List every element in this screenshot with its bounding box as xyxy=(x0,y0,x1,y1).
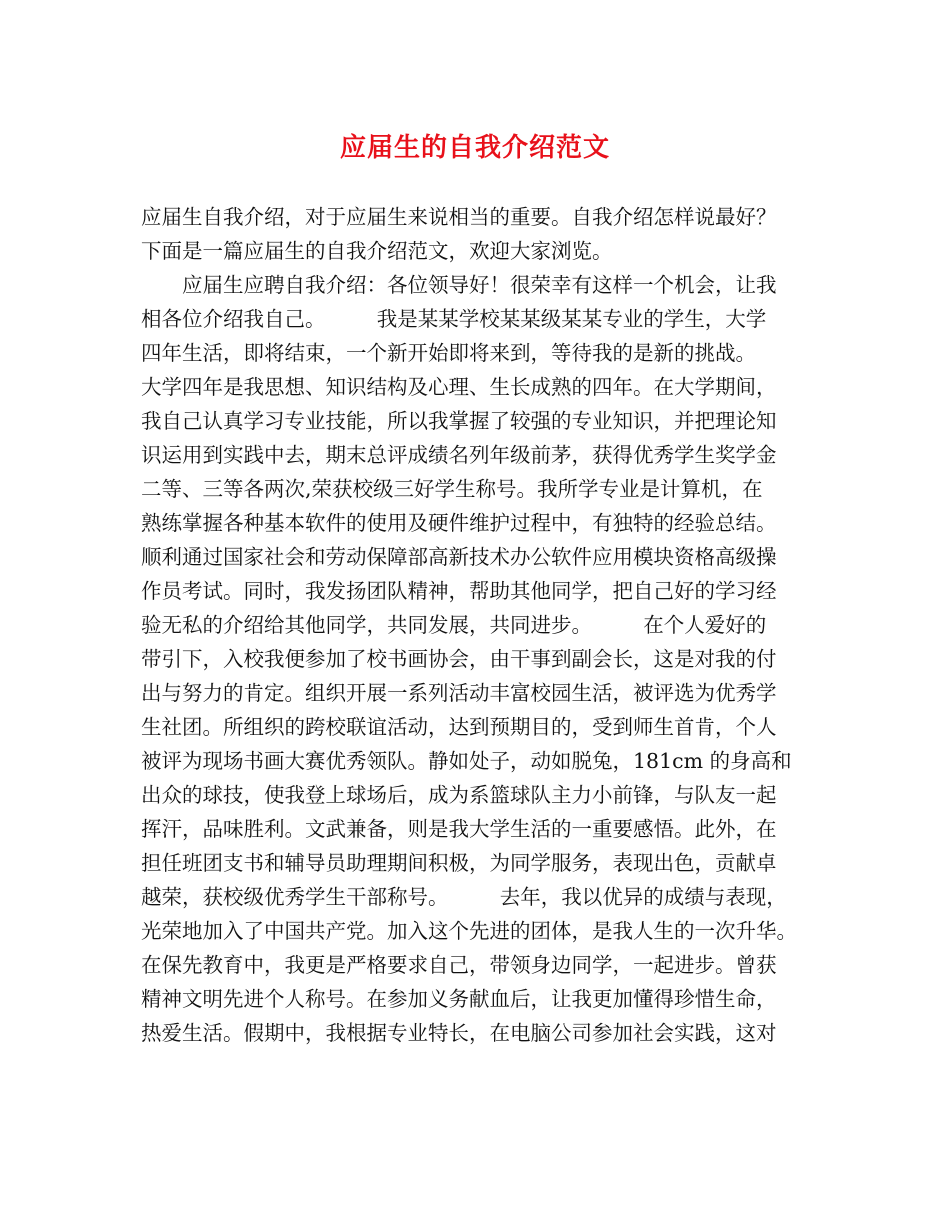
body-line: 光荣地加入了中国共产党。加入这个先进的团体，是我人生的一次升华。 xyxy=(141,919,797,943)
body-line: 生社团。所组织的跨校联谊活动，达到预期目的，受到师生首肯，个人 xyxy=(141,715,777,739)
body-line: 带引下，入校我便参加了校书画协会，由干事到副会长，这是对我的付 xyxy=(141,647,777,671)
body-line: 热爱生活。假期中，我根据专业特长，在电脑公司参加社会实践，这对 xyxy=(141,1021,777,1045)
body-line: 在保先教育中，我更是严格要求自己，带领身边同学，一起进步。曾获 xyxy=(141,953,777,977)
body-line: 顺利通过国家社会和劳动保障部高新技术办公软件应用模块资格高级操 xyxy=(141,545,777,569)
body-line: 大学四年是我思想、知识结构及心理、生长成熟的四年。在大学期间， xyxy=(141,375,777,399)
body-line: 出与努力的肯定。组织开展一系列活动丰富校园生活，被评选为优秀学 xyxy=(141,681,777,705)
body-line: 应届生自我介绍，对于应届生来说相当的重要。自我介绍怎样说最好？ xyxy=(141,205,777,229)
body-line: 熟练掌握各种基本软件的使用及硬件维护过程中，有独特的经验总结。 xyxy=(141,511,777,535)
body-line: 挥汗，品味胜利。文武兼备，则是我大学生活的一重要感悟。此外，在 xyxy=(141,817,777,841)
body-line: 精神文明先进个人称号。在参加义务献血后，让我更加懂得珍惜生命， xyxy=(141,987,777,1011)
document-body xyxy=(141,200,831,1050)
body-line: 被评为现场书画大赛优秀领队。静如处子，动如脱兔，181cm 的身高和 xyxy=(141,749,792,773)
document-title: 应届生的自我介绍范文 xyxy=(339,133,610,163)
body-line: 出众的球技，使我登上球场后，成为系篮球队主力小前锋，与队友一起 xyxy=(141,783,777,807)
body-line: 我自己认真学习专业技能，所以我掌握了较强的专业知识，并把理论知 xyxy=(141,409,777,433)
body-line: 验无私的介绍给其他同学，共同发展，共同进步。 在个人爱好的 xyxy=(141,613,767,637)
body-line: 作员考试。同时，我发扬团队精神，帮助其他同学，把自己好的学习经 xyxy=(141,579,777,603)
body-line: 越荣，获校级优秀学生干部称号。 去年，我以优异的成绩与表现， xyxy=(141,885,787,909)
body-line: 担任班团支书和辅导员助理期间积极，为同学服务，表现出色，贡献卓 xyxy=(141,851,777,875)
body-line: 二等、三等各两次,荣获校级三好学生称号。我所学专业是计算机，在 xyxy=(141,477,763,501)
body-line: 识运用到实践中去，期末总评成绩名列年级前茅，获得优秀学生奖学金 xyxy=(141,443,777,467)
body-line: 四年生活，即将结束，一个新开始即将来到，等待我的是新的挑战。 xyxy=(141,341,756,365)
body-line: 应届生应聘自我介绍：各位领导好！很荣幸有这样一个机会，让我 xyxy=(141,273,777,297)
body-line: 相各位介绍我自己。 我是某某学校某某级某某专业的学生，大学 xyxy=(141,307,767,331)
body-line: 下面是一篇应届生的自我介绍范文，欢迎大家浏览。 xyxy=(141,239,613,263)
